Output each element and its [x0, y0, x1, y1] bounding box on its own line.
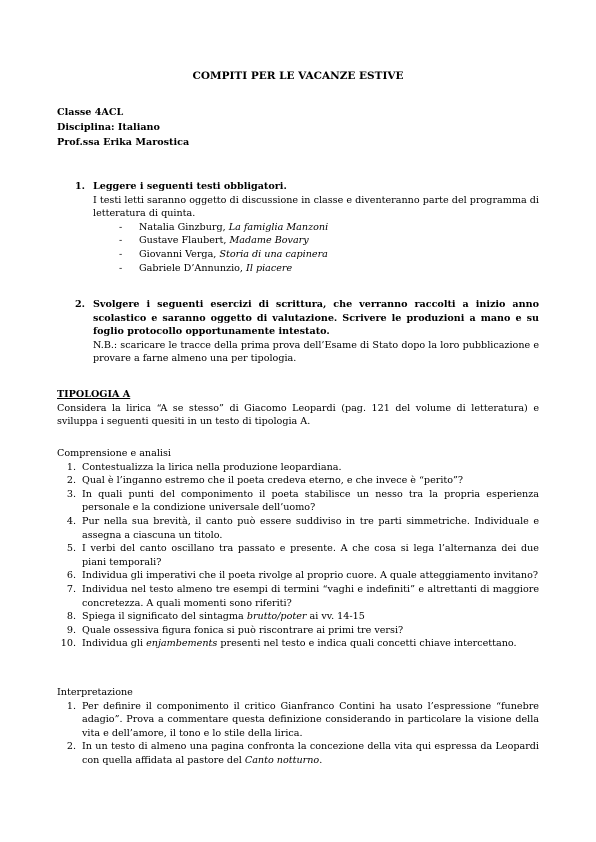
list-item: 9. Quale ossessiva figura fonica si può riscontrare ai primi tre versi? [66, 624, 404, 636]
tipologia-section [57, 388, 539, 429]
book-author: Gustave Flaubert, [139, 235, 230, 247]
task-2-number: 2. [74, 299, 85, 310]
list-item: 4. Pur nella sua brevità, il canto può essere suddiviso in tre parti simmetriche. Individuale e assegna a ciascuna un titolo. [66, 515, 539, 541]
book-title: Il piacere [246, 262, 293, 274]
list-item: 5. I verbi del canto oscillano tra passato e presente. A che cosa si lega l’alternanza dei due piani temporali? [66, 543, 539, 568]
comprensione-section [57, 447, 539, 651]
book-title: La famiglia Manzoni [228, 221, 329, 233]
book-item: - Giovanni Verga, Storia di una capinera [119, 248, 328, 260]
book-list [119, 221, 539, 275]
interpretazione-heading: Interpretazione [57, 687, 133, 698]
book-title: Madame Bovary [229, 235, 309, 247]
list-item: 1. Contestualizza la lirica nella produzione leopardiana. [66, 461, 342, 473]
task-1-text: I testi letti saranno oggetto di discussione in classe e diventeranno parte del programma di letteratura di quinta. [93, 194, 539, 220]
subject-label: Disciplina: Italiano [57, 122, 160, 133]
list-item: 10. Individua gli enjambements presenti nel testo e indica quali concetti chiave intercettano. [60, 638, 517, 650]
list-item: 6. Individua gli imperativi che il poeta rivolge al proprio cuore. A quale atteggiamento invitano? [66, 570, 538, 582]
task-1-heading: Leggere i seguenti testi obbligatori. [93, 181, 287, 192]
book-author: Natalia Ginzburg, [139, 221, 229, 233]
tipologia-intro: Considera la lirica “A se stesso” di Giacomo Leopardi (pag. 121 del volume di letteratura) e sviluppa i seguenti quesiti in un testo di tipologia A. [57, 402, 539, 428]
task-2 [57, 298, 539, 366]
book-item: - Gabriele D’Annunzio, Il piacere [119, 262, 293, 274]
list-item: 7. Individua nel testo almeno tre esempi di termini “vaghi e indefiniti” e altrettanti di maggiore concretezza. A quali momenti sono riferiti? [66, 583, 539, 609]
teacher-label: Prof.ssa Erika Marostica [57, 137, 190, 148]
task-1 [57, 180, 539, 275]
class-info [57, 106, 189, 151]
book-title: Storia di una capinera [219, 248, 328, 260]
task-1-number: 1. [74, 181, 85, 192]
list-item: 2. Qual è l’inganno estremo che il poeta credeva eterno, e che invece è “perito”? [66, 475, 464, 487]
comprensione-heading: Comprensione e analisi [57, 448, 171, 459]
book-author: Gabriele D’Annunzio, [139, 262, 247, 274]
list-item: 2. In un testo di almeno una pagina confronta la concezione della vita qui espressa da Leopardi con quella affidata al pastore del Canto notturno. [66, 741, 539, 766]
book-item: - Natalia Ginzburg, La famiglia Manzoni [119, 221, 329, 233]
list-item: 1. Per definire il componimento il critico Gianfranco Contini ha usato l’espressione “funebre adagio”. Prova a commentare questa definizione considerando in particolare la visione della vita e dell’amore, il tono e lo stile della lirica. [66, 700, 539, 739]
list-item: 8. Spiega il significato del sintagma brutto/poter ai vv. 14-15 [66, 611, 365, 623]
task-2-note: N.B.: scaricare le tracce della prima prova dell’Esame di Stato dopo la loro pubblicazione e provare a farne almeno una per tipologia. [93, 339, 539, 365]
document-title: COMPITI PER LE VACANZE ESTIVE [192, 70, 404, 82]
task-2-heading: Svolgere i seguenti esercizi di scrittura, che verranno raccolti a inizio anno scolastico e saranno oggetto di valutazione. Scrivere le produzioni a mano e su foglio protocollo opportunamente intestato. [93, 299, 539, 338]
list-item: 3. In quali punti del componimento il poeta stabilisce un nesso tra la propria esperienza personale e la condizione universale dell’uomo? [66, 488, 539, 514]
interpretazione-section [57, 686, 539, 768]
book-author: Giovanni Verga, [139, 248, 220, 260]
book-item: - Gustave Flaubert, Madame Bovary [119, 235, 309, 247]
class-label: Classe 4ACL [57, 107, 124, 118]
tipologia-heading: TIPOLOGIA A [57, 389, 131, 400]
